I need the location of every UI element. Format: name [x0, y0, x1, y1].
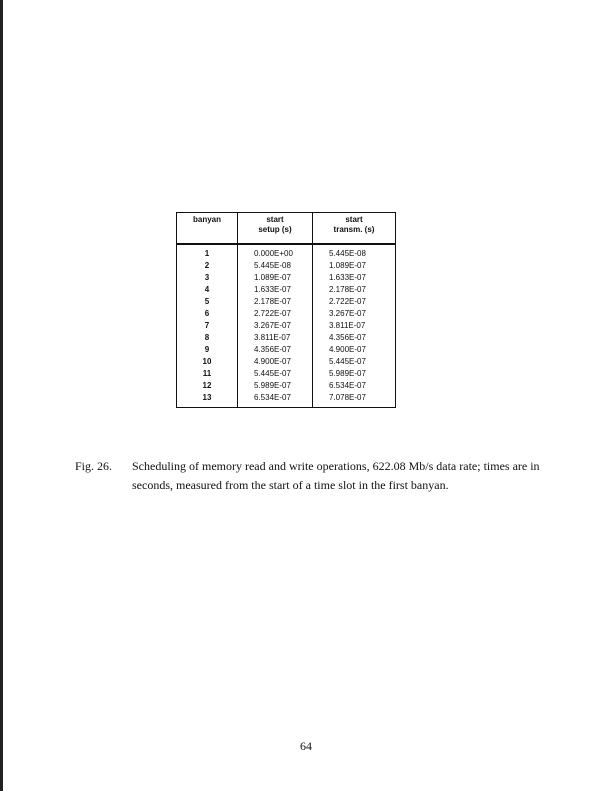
table-row	[177, 296, 396, 308]
cell-banyan: 9	[177, 344, 238, 356]
cell-start-setup: 0.000E+00	[238, 244, 313, 260]
cell-start-setup: 1.633E-07	[238, 284, 313, 296]
figure-caption	[75, 457, 545, 495]
cell-start-transm: 6.534E-07	[313, 380, 396, 392]
page-edge-rule	[0, 0, 3, 791]
table-row	[177, 368, 396, 380]
cell-start-setup: 4.900E-07	[238, 356, 313, 368]
table-row	[177, 332, 396, 344]
header-start-transm-line2: transm. (s)	[333, 225, 375, 234]
cell-banyan: 7	[177, 320, 238, 332]
page-number: 64	[300, 739, 312, 753]
header-start-setup	[238, 213, 313, 245]
cell-start-transm: 2.722E-07	[313, 296, 396, 308]
cell-start-setup: 2.722E-07	[238, 308, 313, 320]
header-start-setup-line1: start	[266, 215, 284, 224]
cell-banyan: 13	[177, 392, 238, 408]
table-row	[177, 272, 396, 284]
cell-banyan: 6	[177, 308, 238, 320]
table-header-row	[177, 213, 396, 245]
cell-banyan: 4	[177, 284, 238, 296]
cell-start-setup: 2.178E-07	[238, 296, 313, 308]
cell-banyan: 11	[177, 368, 238, 380]
cell-banyan: 12	[177, 380, 238, 392]
cell-start-setup: 4.356E-07	[238, 344, 313, 356]
cell-start-transm: 5.445E-07	[313, 356, 396, 368]
cell-banyan: 1	[177, 244, 238, 260]
cell-start-setup: 3.267E-07	[238, 320, 313, 332]
cell-start-setup: 5.445E-07	[238, 368, 313, 380]
cell-banyan: 5	[177, 296, 238, 308]
schedule-table	[176, 212, 396, 408]
header-banyan-line1: banyan	[192, 215, 221, 224]
table-row	[177, 320, 396, 332]
cell-start-transm: 7.078E-07	[313, 392, 396, 408]
cell-start-transm: 3.811E-07	[313, 320, 396, 332]
table-row	[177, 356, 396, 368]
cell-start-setup: 5.989E-07	[238, 380, 313, 392]
header-start-transm	[313, 213, 396, 245]
table-row	[177, 244, 396, 260]
cell-start-transm: 5.989E-07	[313, 368, 396, 380]
header-start-transm-line1: start	[345, 215, 363, 224]
figure-label: Fig. 26.	[75, 459, 113, 473]
cell-start-transm: 4.356E-07	[313, 332, 396, 344]
cell-start-transm: 3.267E-07	[313, 308, 396, 320]
table-row	[177, 392, 396, 408]
table-row	[177, 344, 396, 356]
cell-banyan: 8	[177, 332, 238, 344]
table-row	[177, 380, 396, 392]
table-row	[177, 260, 396, 272]
header-start-setup-line2: setup (s)	[258, 225, 292, 234]
cell-start-transm: 1.089E-07	[313, 260, 396, 272]
cell-start-transm: 1.633E-07	[313, 272, 396, 284]
cell-start-transm: 2.178E-07	[313, 284, 396, 296]
header-banyan	[177, 213, 238, 245]
figure-caption-text: Scheduling of memory read and write operations, 622.08 Mb/s data rate; times are in seconds, measured from the start of a time slot in the first banyan.	[132, 459, 540, 492]
cell-banyan: 3	[177, 272, 238, 284]
cell-start-setup: 3.811E-07	[238, 332, 313, 344]
cell-start-transm: 4.900E-07	[313, 344, 396, 356]
cell-start-setup: 5.445E-08	[238, 260, 313, 272]
cell-banyan: 2	[177, 260, 238, 272]
table-row	[177, 284, 396, 296]
cell-start-setup: 6.534E-07	[238, 392, 313, 408]
cell-start-setup: 1.089E-07	[238, 272, 313, 284]
cell-start-transm: 5.445E-08	[313, 244, 396, 260]
table-row	[177, 308, 396, 320]
cell-banyan: 10	[177, 356, 238, 368]
